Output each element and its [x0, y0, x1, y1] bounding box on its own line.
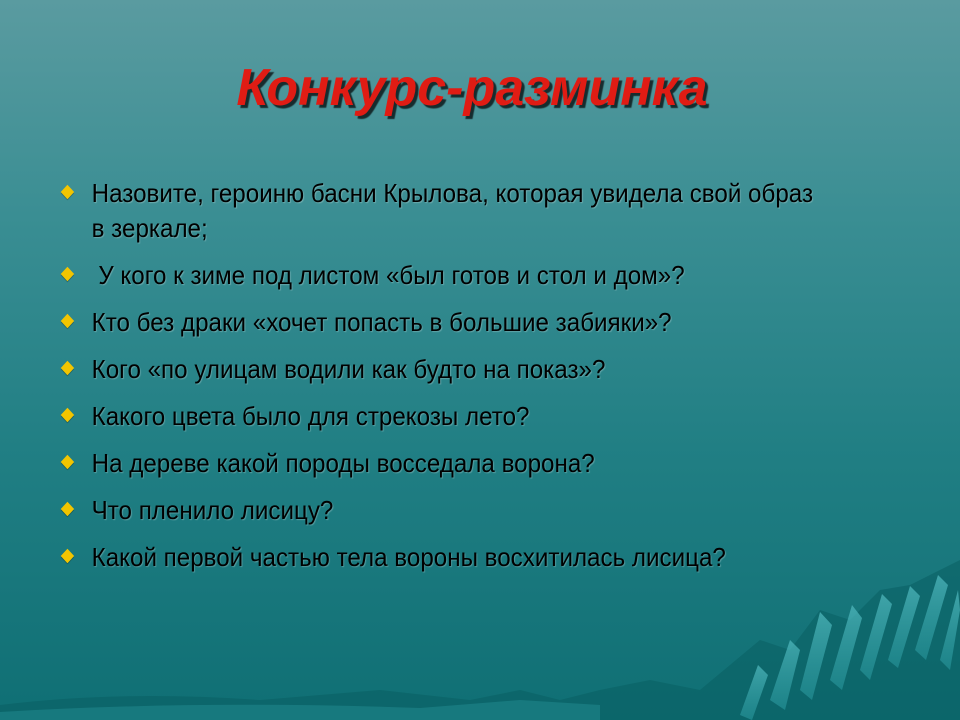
question-list — [60, 176, 890, 587]
diamond-bullet-icon — [61, 549, 74, 563]
diamond-bullet-icon — [61, 361, 74, 375]
list-item-text: Кого «по улицам водили как будто на показ»? — [91, 354, 606, 384]
list-item-text: Какого цвета было для стрекозы лето? — [91, 401, 530, 431]
list-item — [60, 540, 832, 575]
diamond-bullet-icon — [61, 408, 74, 422]
diamond-bullet-icon — [61, 502, 74, 516]
list-item — [60, 305, 832, 340]
slide-title: Конкурс-разминка — [236, 59, 708, 117]
list-item — [60, 176, 832, 246]
list-item — [60, 399, 832, 434]
list-item — [60, 446, 832, 481]
list-item — [60, 352, 832, 387]
list-item-text: Что пленило лисицу? — [91, 495, 334, 525]
list-item — [60, 493, 832, 528]
list-item-text: У кого к зиме под листом «был готов и стол и дом»? — [91, 260, 685, 290]
list-item-text: На дереве какой породы восседала ворона? — [91, 448, 595, 478]
list-item-text: Кто без драки «хочет попасть в большие забияки»? — [91, 307, 672, 337]
diamond-bullet-icon — [61, 185, 74, 199]
diamond-bullet-icon — [61, 267, 74, 281]
diamond-bullet-icon — [61, 455, 74, 469]
list-item-text: Назовите, героиню басни Крылова, которая увидела свой образ в зеркале; — [91, 178, 814, 243]
list-item-text: Какой первой частью тела вороны восхитилась лисица? — [91, 542, 726, 572]
list-item — [60, 258, 832, 293]
diamond-bullet-icon — [61, 314, 74, 328]
